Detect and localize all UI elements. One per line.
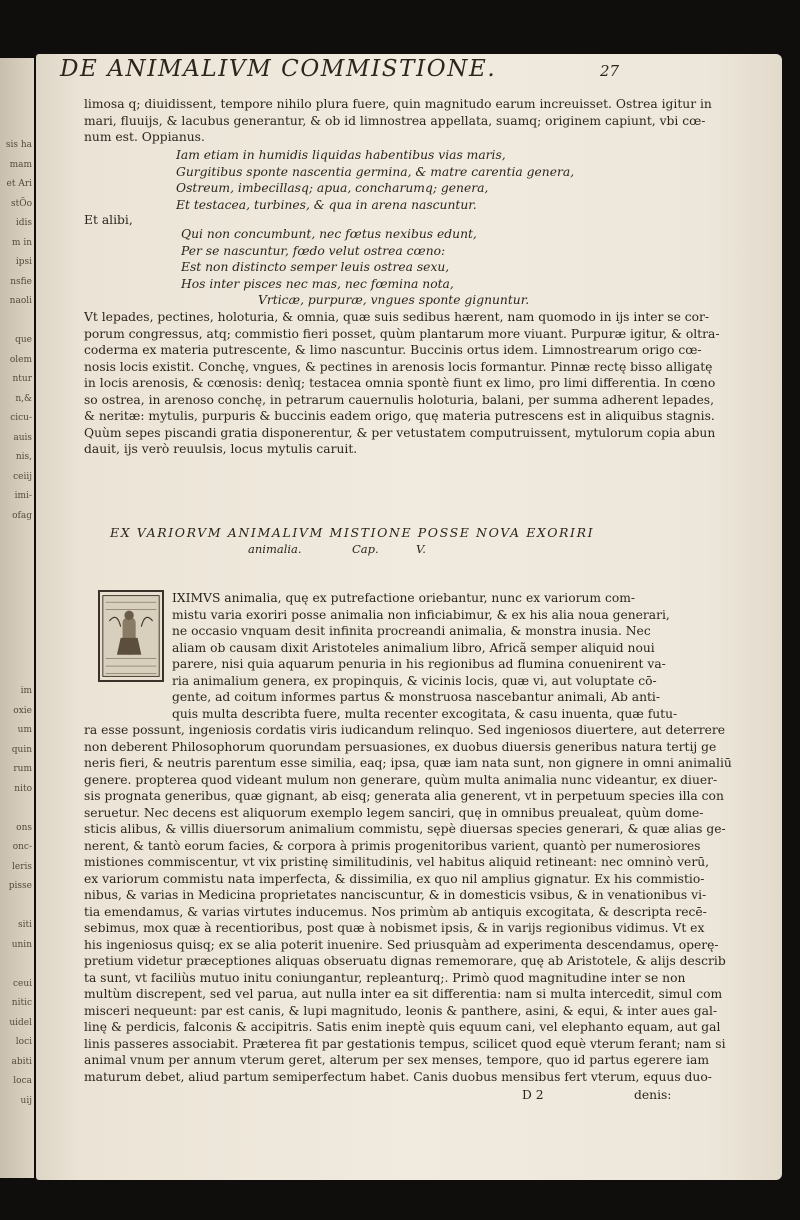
left-margin-fragment: onc- — [12, 842, 32, 852]
text-line: tia emendamus, & varias virtutes inducemus. Nos primùm ab antiquis excogitata, & descripta recē- — [84, 904, 707, 919]
left-margin-fragment: ntur — [12, 374, 32, 384]
left-margin-fragment: unin — [11, 939, 32, 950]
left-margin-fragment: im — [20, 686, 32, 696]
text-line: non deberent Philosophorum quorundam persuasiones, ex duobus diuersis generibus natura tertij ge — [84, 739, 717, 754]
chapter-label: Cap. — [352, 542, 379, 556]
left-margin-fragment: uidel — [9, 1017, 32, 1028]
left-margin-fragment: loca — [13, 1076, 32, 1086]
left-margin-fragment: nis, — [15, 452, 32, 462]
left-margin-fragment: idis — [15, 218, 32, 228]
text-line: misceri nequeunt: par est canis, & lupi magnitudo, leonis & panthere, asini, & equi, & inter aues gal- — [84, 1003, 718, 1018]
text-line: sis prognata generibus, quæ gignant, ab eisq; generata alia generent, vt in perpetuum species illa con — [84, 789, 724, 803]
text-line: IXIMVS animalia, quę ex putrefactione oriebantur, nunc ex variorum com- — [172, 591, 636, 605]
text-line: ra esse possunt, ingeniosis cordatis viris iudicandum relinquo. Sed ingeniosos diuertere, aut deterrere — [84, 723, 726, 737]
verse-line: Hos inter pisces nec mas, nec fœmina nota, — [181, 276, 454, 291]
left-margin-fragment: que — [15, 335, 32, 345]
left-margin-fragment: ipsi — [15, 257, 32, 267]
left-margin-fragment: siti — [18, 920, 32, 930]
left-margin-fragment: oxie — [13, 705, 32, 716]
verse-line: Gurgitibus sponte nascentia germina, & matre carentia genera, — [176, 164, 575, 179]
paragraph-3-indented — [172, 590, 677, 722]
left-margin-fragment: leris — [11, 861, 32, 872]
text-line: ta sunt, vt faciliùs mutuo initu coniungantur, repleanturq;. Primò quod magnitudine inter se non — [84, 970, 686, 985]
left-margin-fragment: et Ari — [6, 179, 32, 189]
catchword: denis: — [634, 1088, 672, 1102]
text-line: gente, ad coitum informes partus & monstruosa nascebantur animali, Ab anti- — [172, 690, 661, 704]
text-line: in locis arenosis, & cœnosis: denìq; testacea omnia spontè fiunt ex limo, pro limi differentia. In cœno — [84, 376, 716, 390]
verse-line: Iam etiam in humidis liquidas habentibus vias maris, — [176, 148, 506, 162]
text-line: sticis alibus, & villis diuersorum animalium commistu, sępè diuersas species generari, & quæ alias ge- — [84, 822, 726, 836]
text-line: ria animalium genera, ex propinquis, & vicinis locis, quæ vi, aut voluptate cō- — [172, 673, 657, 688]
left-margin-fragment: nitic — [11, 998, 32, 1008]
left-margin-fragment: cicu- — [10, 413, 32, 423]
left-margin-fragment: naoli — [9, 296, 32, 306]
text-line: mistiones commiscentur, vt vix pristinę similitudinis, vel habitus aliquid retineant: nec omninò verū, — [84, 855, 710, 869]
text-line: dauit, ijs verò reuulsis, locus mytulis caruit. — [84, 442, 358, 456]
text-line: genere. propterea quod videant mulum non generare, quùm multa animalia nunc videantur, ex diuer- — [84, 772, 718, 787]
et-alibi: Et alibi, — [84, 213, 133, 227]
text-line: so ostrea, in arenoso conchę, in petrarum cauernulis holoturia, balani, per summa adherent lepades, — [84, 392, 714, 407]
left-margin-fragment: m in — [11, 237, 32, 248]
left-margin-fragment: ofag — [12, 510, 32, 521]
text-line: sebimus, mox quæ à recentioribus, post quæ à nobismet ipsis, & in varijs regionibus vidimus. Vt ex — [84, 921, 705, 935]
text-line: pretium videtur præceptiones aliquas obseruatu dignas rememorare, quę ab Aristotele, & alijs describ — [84, 954, 726, 968]
text-line: nerent, & tantò eorum facies, & corpora à primis progenitoribus varient, quantò per numerosiores — [84, 838, 701, 853]
text-line: nibus, & varias in Medicina proprietates nanciscuntur, & in domesticis vsibus, & in venationibus vi- — [84, 888, 707, 902]
verse-line: Ostreum, imbecillasq; apua, concharumq; genera, — [176, 181, 489, 195]
text-line: mistu varia exoriri posse animalia non inficiabimur, & ex his alia noua generari, — [172, 607, 670, 622]
verse-block-3: Vrticæ, purpuræ, vngues sponte gignuntur. — [258, 293, 530, 307]
text-line: mari, fluuijs, & lacubus generantur, & ob id limnostrea appellata, suamq; originem capiunt, vbi cœ- — [84, 113, 706, 128]
left-margin-fragment: loci — [15, 1037, 32, 1047]
text-line: ne occasio vnquam desit infinita procreandi animalia, & monstra inusia. Nec — [172, 624, 651, 638]
text-line: Vt lepades, pectines, holoturia, & omnia, quæ suis sedibus hærent, nam quomodo in ijs inter se cor- — [84, 310, 710, 324]
verse-line: Est non distincto semper leuis ostrea sexu, — [181, 260, 450, 274]
text-line: multùm discrepent, sed vel parua, aut nulla inter ea sit differentia: nam si multa intercedit, simul com — [84, 987, 723, 1001]
text-line: Quùm sepes piscandi gratia disponerentur, & per vetustatem computruissent, mytulorum copia abun — [84, 425, 716, 440]
left-margin-fragment: n,& — [15, 393, 32, 404]
left-margin-fragment: uij — [20, 1095, 32, 1106]
verse-line: Per se nascuntur, fœdo velut ostrea cœno: — [181, 243, 446, 258]
left-margin-fragment: ons — [16, 822, 32, 833]
left-margin-fragment: pisse — [8, 881, 32, 891]
left-margin-fragment: olem — [9, 354, 32, 365]
chapter-number: V. — [416, 542, 426, 556]
text-line: nosis locis existit. Conchę, vngues, & pectines in arenosis locis formantur. Pinnæ rectę bisso alligatę — [84, 359, 713, 374]
text-line: ex variorum commistu nata imperfecta, & dissimilia, ex quo nil amplius gignatur. Ex his commistio- — [84, 871, 705, 886]
text-line: animal vnum per annum vterum geret, alterum per sex menses, tempore, quo id partus egerere iam — [84, 1053, 710, 1067]
section-title: EX VARIORVM ANIMALIVM MISTIONE POSSE NOVA EXORIRI — [110, 525, 595, 540]
left-margin-fragment: imi- — [14, 491, 32, 501]
text-line: porum congressus, atq; commistio fieri posset, quùm plantarum more viuant. Purpuræ igitur, & oltra- — [84, 326, 720, 341]
text-line: coderma ex materia putrescente, & limo nascuntur. Buccinis ortus idem. Limnostrearum origo cœ- — [84, 343, 702, 357]
text-line: seruetur. Nec decens est aliquorum exemplo legem sanciri, quę in omnibus preualeat, quùm dome- — [84, 805, 704, 820]
text-line: linę & perdicis, falconis & accipitris. Satis enim ineptè quis equum cani, vel elephanto equam, aut gal — [84, 1020, 721, 1034]
verse-line: Et testacea, turbines, & qua in arena nascuntur. — [176, 197, 477, 212]
text-line: his ingeniosus quisq; ex se alia poterit inuenire. Sed priusquàm ad experimenta descendamus, operę- — [84, 937, 719, 952]
text-line: num est. Oppianus. — [84, 130, 205, 144]
adjacent-page-edge — [0, 58, 34, 1178]
woodcut-initial-icon — [100, 592, 162, 680]
left-margin-fragment: sis ha — [5, 140, 32, 150]
paragraph-2 — [84, 309, 719, 458]
left-margin-fragment: quin — [11, 744, 32, 755]
left-margin-fragment: auis — [13, 432, 32, 443]
left-margin-fragment: ceiij — [13, 471, 32, 482]
signature-mark: D 2 — [522, 1088, 544, 1102]
text-line: aliam ob causam dixit Aristoteles animalium libro, Africã semper aliquid noui — [172, 640, 655, 655]
verse-block-2 — [181, 226, 477, 292]
verse-line: Qui non concumbunt, nec fœtus nexibus edunt, — [181, 227, 477, 241]
paragraph-3-full — [84, 722, 732, 1085]
left-margin-fragment: stÕo — [10, 198, 32, 209]
section-subtitle: animalia. — [248, 542, 302, 556]
text-line: quis multa describta fuere, multa recenter excogitata, & casu inuenta, quæ futu- — [172, 706, 678, 721]
left-margin-fragment: nsfie — [10, 276, 32, 287]
left-margin-fragment: abiti — [11, 1056, 32, 1067]
paragraph-1 — [84, 96, 712, 146]
verse-block-1 — [176, 147, 574, 213]
page-number: 27 — [600, 62, 620, 80]
decorated-initial — [98, 590, 164, 682]
left-margin-fragment: mam — [9, 159, 32, 170]
page-header — [60, 56, 620, 90]
text-line: neris fieri, & neutris parentum esse similia, eaq; ipsa, quæ iam nata sunt, non gignere in omni animaliū — [84, 756, 732, 770]
text-line: linis passeres associabit. Præterea fit par gestationis tempus, scilicet quod equè vterum ferant; nam si — [84, 1036, 726, 1051]
text-line: limosa q; diuidissent, tempore nihilo plura fuere, quin magnitudo earum increuisset. Ostrea igitur in — [84, 97, 712, 111]
running-title: DE ANIMALIVM COMMISTIONE. — [60, 56, 497, 82]
left-margin-fragment: ceui — [12, 978, 32, 989]
left-margin-fragment: um — [17, 725, 32, 735]
text-line: parere, nisi quia aquarum penuria in his regionibus ad flumina conuenirent va- — [172, 657, 666, 671]
text-line: & neritæ: mytulis, purpuris & buccinis eadem origo, quę materia putrescens est in aliquibus stagnis. — [84, 409, 715, 423]
left-margin-fragment: nito — [14, 783, 32, 794]
left-margin-fragment: rum — [13, 764, 32, 774]
text-line: maturum debet, aliud partum semiperfectum habet. Canis duobus mensibus fert vterum, equus duo- — [84, 1069, 712, 1084]
